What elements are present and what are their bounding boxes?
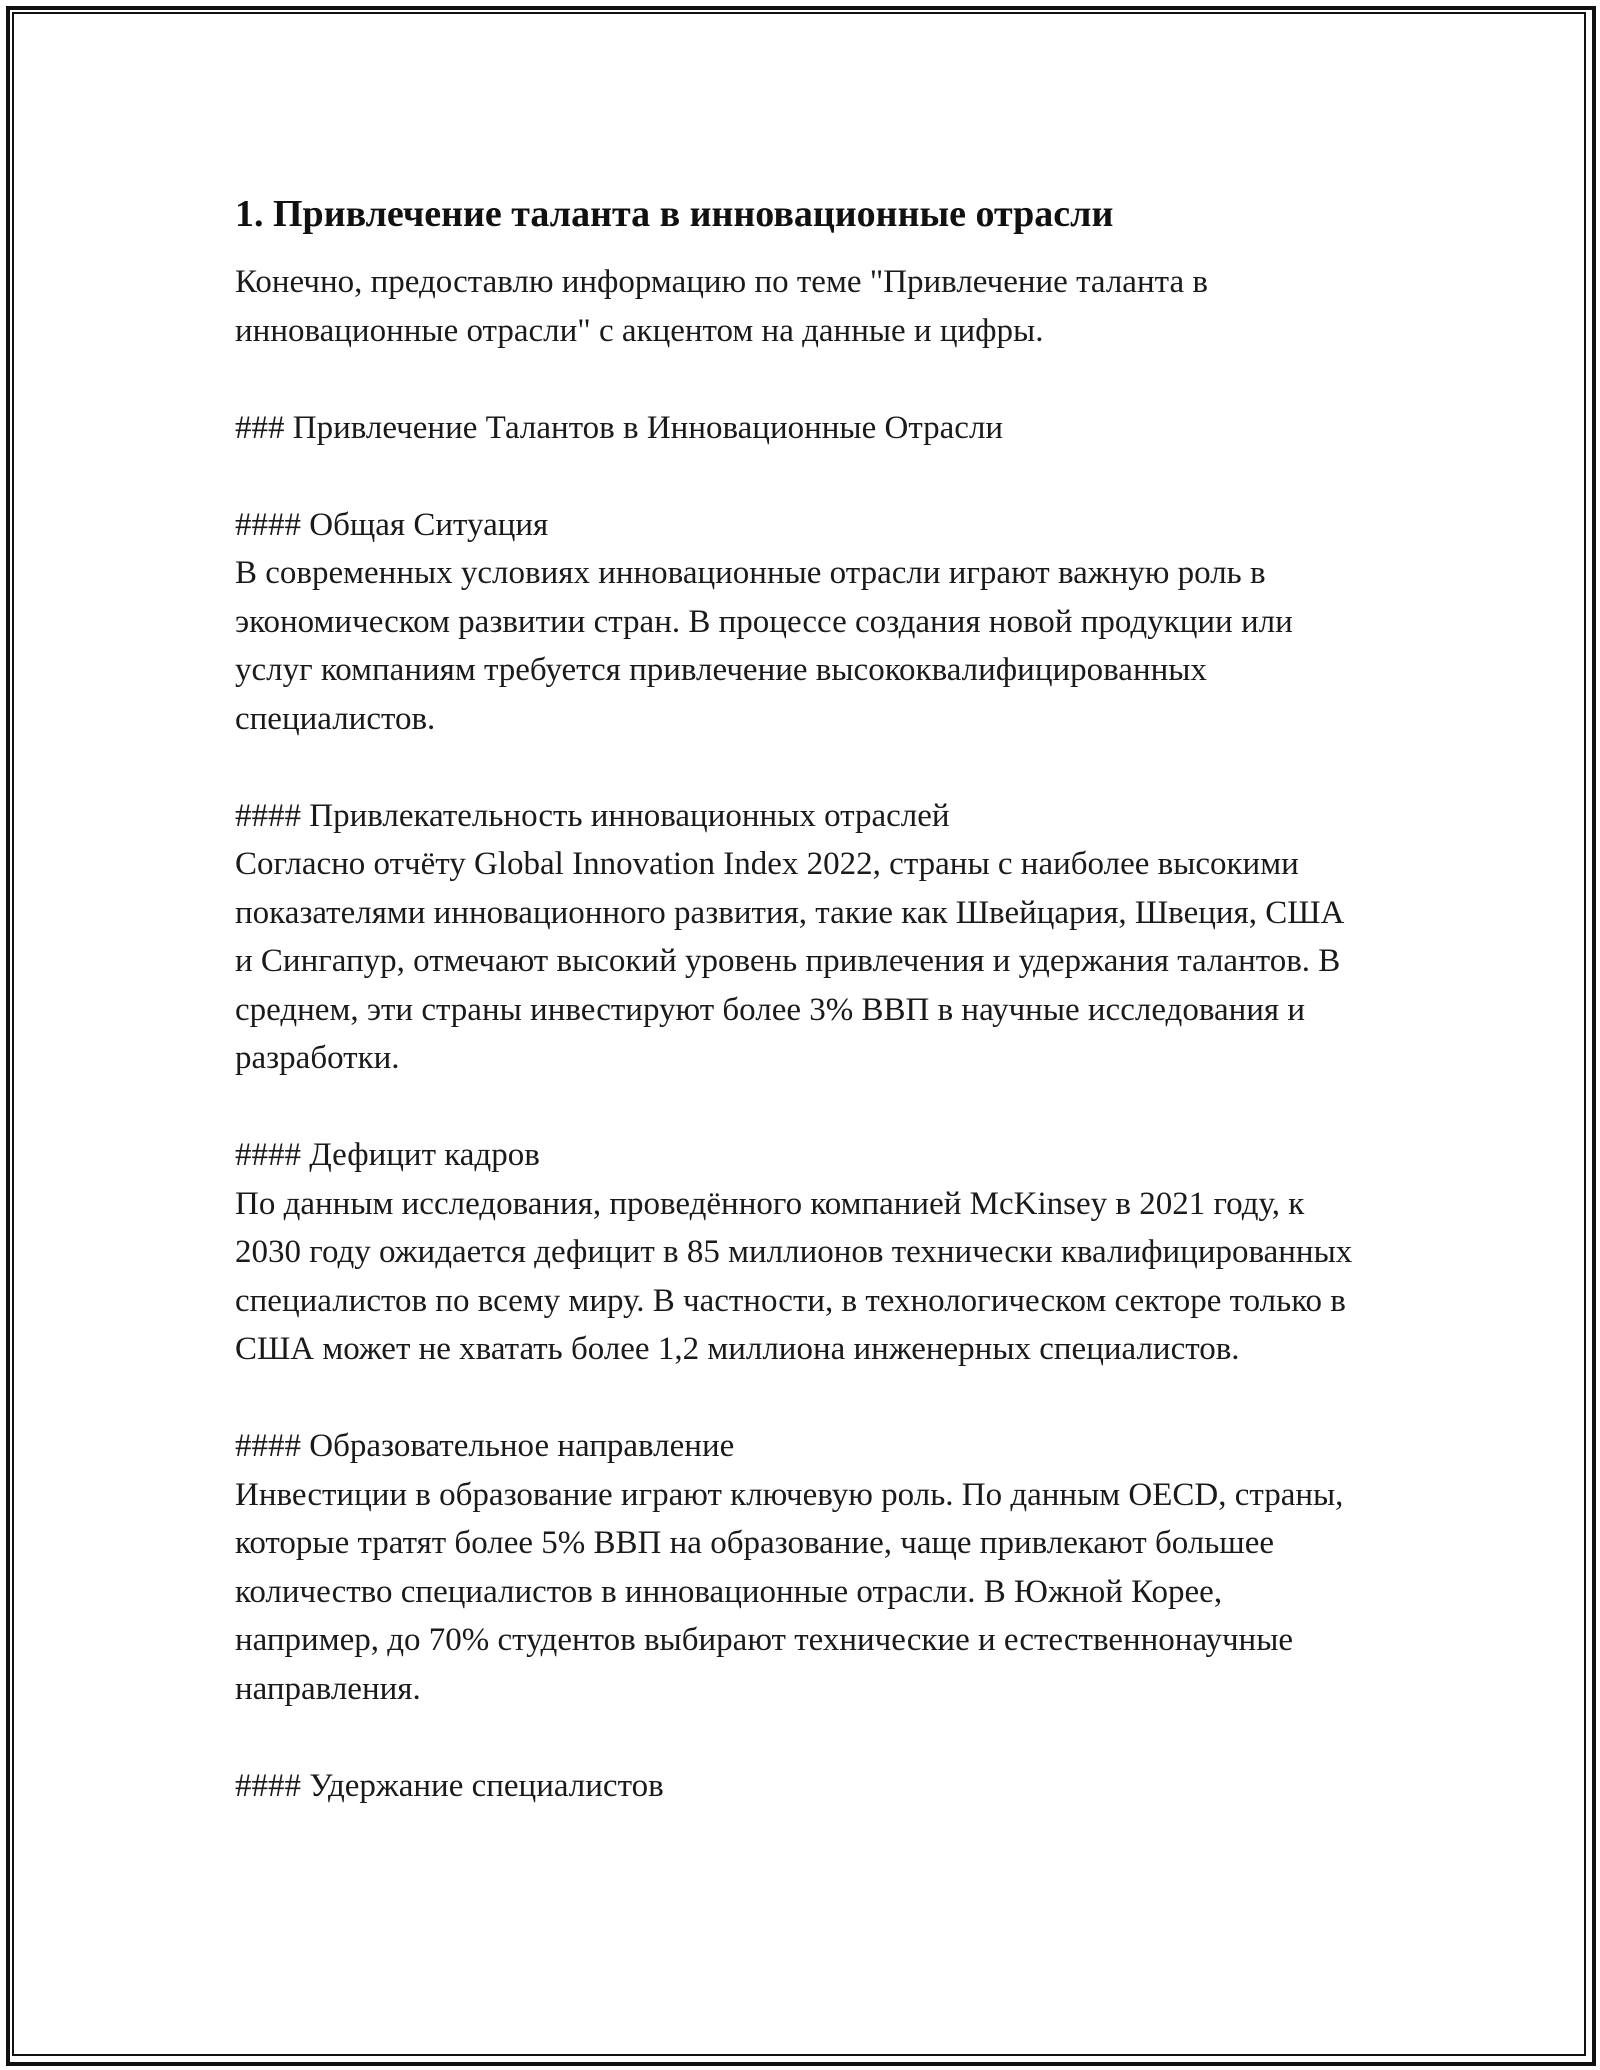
section-body: Инвестиции в образование играют ключевую роль. По данным OECD, страны, которые тратят более 5% ВВП на образование, чаще привлекают большее количество специалистов в инновационные отрасли. В Южной Корее, например, до 70% студентов выбирают технические и естественнонаучные направления. [235, 1476, 1344, 1707]
section-heading: #### Образовательное направление [235, 1428, 735, 1464]
section-heading: #### Привлекательность инновационных отраслей [235, 797, 950, 834]
intro-block [235, 258, 1365, 355]
section-heading: #### Дефицит кадров [235, 1137, 540, 1173]
intro-paragraph: Конечно, предоставлю информацию по теме "Привлечение таланта в инновационные отрасли" с акцентом на данные и цифры. [235, 264, 1208, 349]
main-heading: ### Привлечение Талантов в Инновационные Отрасли [235, 409, 1004, 446]
section-attractiveness [235, 792, 1365, 1083]
section-heading: #### Удержание специалистов [235, 1767, 664, 1804]
section-heading: #### Общая Ситуация [235, 506, 549, 543]
main-heading-block [235, 404, 1365, 453]
document-title: 1. Привлечение таланта в инновационные отрасли [235, 193, 1114, 235]
section-shortage [235, 1131, 1365, 1374]
section-body: По данным исследования, проведённого компанией McKinsey в 2021 году, к 2030 году ожидается дефицит в 85 миллионов технически квалифицированных специалистов по всему миру. В частности, в технологическом секторе только в США может не хватать более 1,2 миллиона инженерных специалистов. [235, 1185, 1353, 1367]
section-body: Согласно отчёту Global Innovation Index 2022, страны с наиболее высокими показателями инновационного развития, такие как Швейцария, Швеция, США и Сингапур, отмечают высокий уровень привлечения и удержания талантов. В среднем, эти страны инвестируют более 3% ВВП в научные исследования и разработки. [235, 846, 1345, 1076]
section-general [235, 501, 1365, 744]
section-education [235, 1422, 1365, 1713]
document-page [235, 190, 1365, 1810]
section-retention [235, 1762, 1365, 1811]
section-body: В современных условиях инновационные отрасли играют важную роль в экономическом развитии стран. В процессе создания новой продукции или услуг компаниям требуется привлечение высококвалифицированных специалистов. [235, 555, 1293, 737]
